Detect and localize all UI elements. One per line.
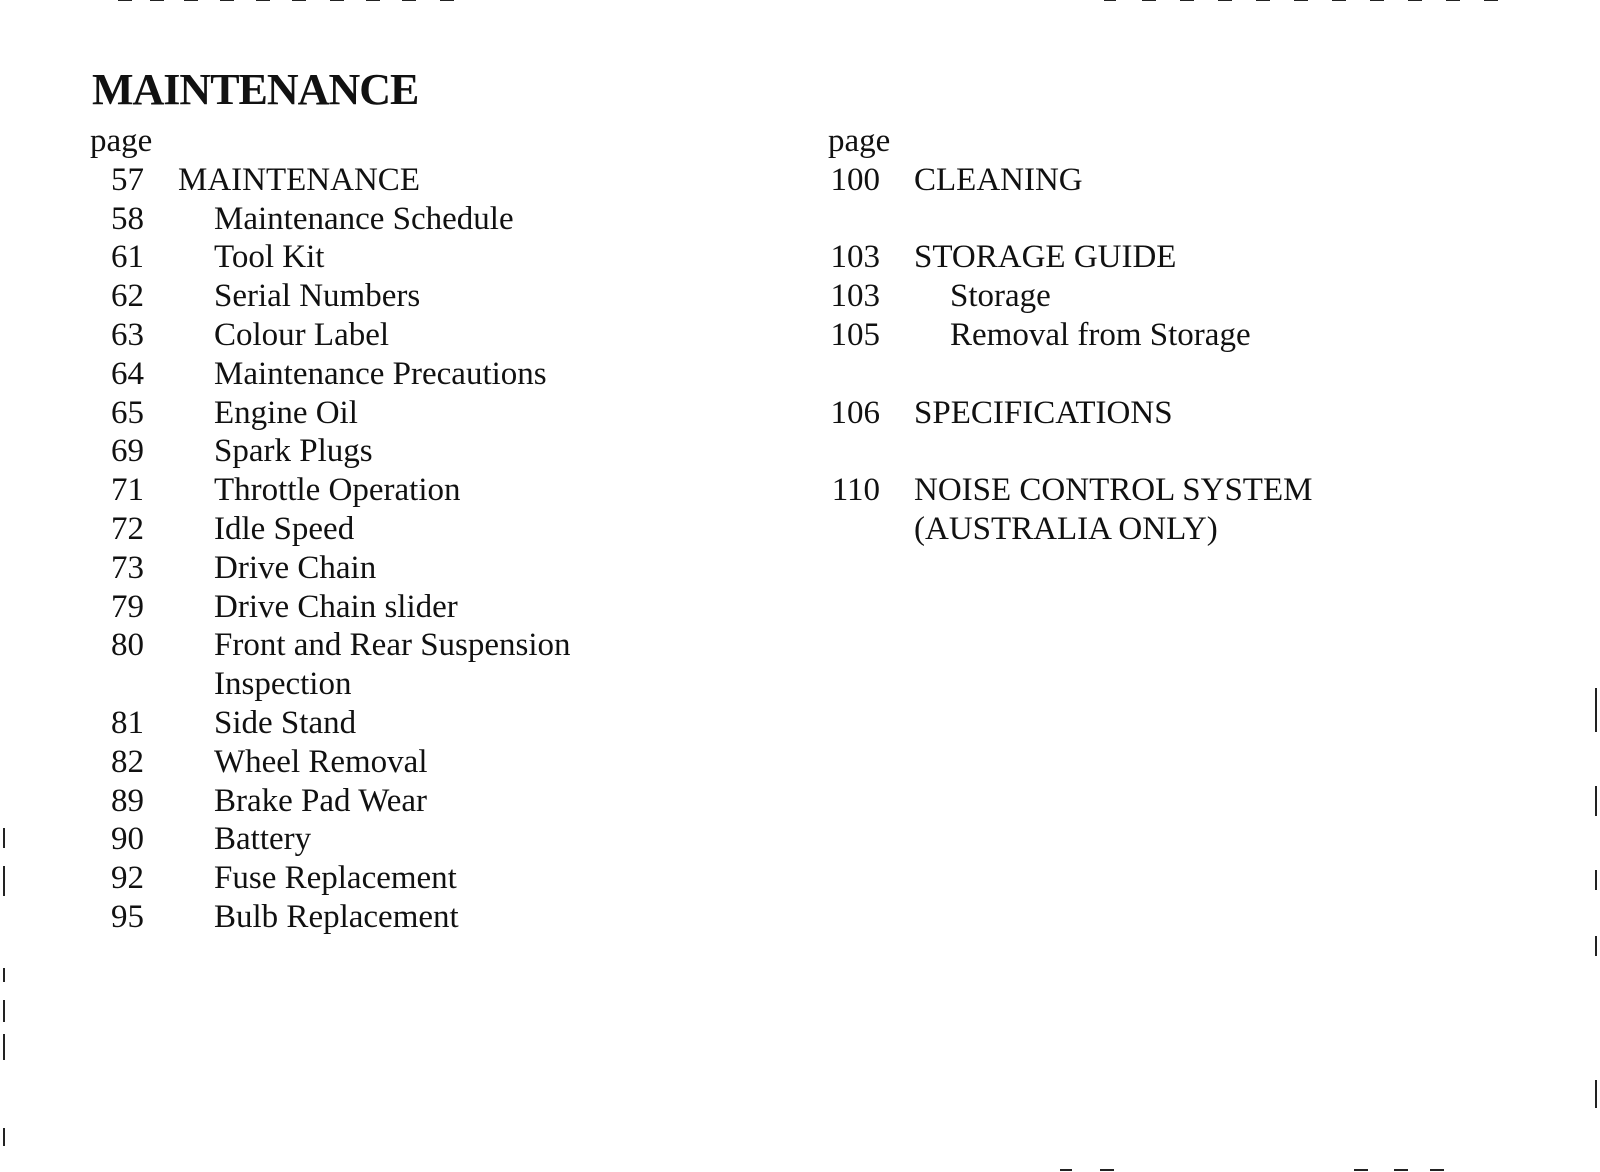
toc-left-column xyxy=(90,122,710,937)
toc-entry xyxy=(90,238,710,277)
toc-page-number: 62 xyxy=(111,278,144,315)
toc-entry-title: Brake Pad Wear xyxy=(214,782,427,819)
toc-page-number: 57 xyxy=(111,161,144,198)
toc-entry xyxy=(828,161,1508,200)
toc-entry-title: Fuse Replacement xyxy=(214,860,457,897)
toc-page-number: 79 xyxy=(111,588,144,625)
toc-entry-title: Front and Rear Suspension Inspection xyxy=(214,627,571,703)
toc-page-number: 64 xyxy=(111,355,144,392)
toc-page-number: 90 xyxy=(111,821,144,858)
toc-entry-title: Side Stand xyxy=(214,704,357,741)
toc-entry xyxy=(828,238,1508,277)
toc-page-number: 103 xyxy=(830,239,880,276)
toc-entry-title: Drive Chain slider xyxy=(214,588,458,625)
toc-entry xyxy=(90,355,710,394)
toc-entry xyxy=(90,277,710,316)
toc-list xyxy=(90,161,710,937)
toc-entry-title: Colour Label xyxy=(214,316,390,353)
toc-page-number: 103 xyxy=(830,278,880,315)
toc-entry xyxy=(90,549,710,588)
toc-entry xyxy=(90,200,710,239)
toc-page-number: 95 xyxy=(111,898,144,935)
toc-entry-title: Idle Speed xyxy=(214,510,355,547)
toc-entry-title: STORAGE GUIDE xyxy=(914,239,1177,276)
toc-page-number: 58 xyxy=(111,200,144,237)
toc-page-number: 73 xyxy=(111,549,144,586)
toc-entry-title: Battery xyxy=(214,821,312,858)
toc-entry-title: Maintenance Precautions xyxy=(214,355,547,392)
toc-page-number: 71 xyxy=(111,472,144,509)
toc-page-number: 105 xyxy=(830,316,880,353)
toc-entry xyxy=(828,277,1508,316)
section-spacer xyxy=(828,355,1508,394)
toc-entry-title: MAINTENANCE xyxy=(178,161,420,198)
toc-entry-title: Serial Numbers xyxy=(214,278,421,315)
toc-entry-title: Removal from Storage xyxy=(950,316,1251,353)
toc-page-number: 61 xyxy=(111,239,144,276)
toc-entry-title: Engine Oil xyxy=(214,394,358,431)
toc-entry xyxy=(828,471,1508,549)
toc-right-column xyxy=(828,122,1508,549)
toc-page-number: 72 xyxy=(111,510,144,547)
toc-page-number: 106 xyxy=(830,394,880,431)
toc-page-number: 81 xyxy=(111,704,144,741)
toc-entry xyxy=(90,432,710,471)
toc-entry-title: Throttle Operation xyxy=(214,472,461,509)
page-title: MAINTENANCE xyxy=(92,65,419,114)
toc-entry xyxy=(90,820,710,859)
section-spacer xyxy=(828,200,1508,239)
page-column-label: page xyxy=(828,123,891,159)
toc-entry-title: Tool Kit xyxy=(214,239,325,276)
toc-entry xyxy=(90,510,710,549)
toc-entry xyxy=(90,704,710,743)
toc-entry xyxy=(90,626,710,704)
toc-list xyxy=(828,161,1508,549)
toc-page-number: 65 xyxy=(111,394,144,431)
toc-entry xyxy=(90,782,710,821)
toc-page-number: 80 xyxy=(111,627,144,664)
toc-page-number: 63 xyxy=(111,316,144,353)
toc-entry-title: Spark Plugs xyxy=(214,433,373,470)
toc-entry xyxy=(90,161,710,200)
toc-entry xyxy=(90,471,710,510)
toc-entry xyxy=(90,394,710,433)
toc-page-number: 100 xyxy=(830,161,880,198)
toc-entry xyxy=(90,898,710,937)
toc-entry-title: Drive Chain xyxy=(214,549,377,586)
toc-page-number: 92 xyxy=(111,860,144,897)
toc-entry-title: Bulb Replacement xyxy=(214,898,459,935)
toc-entry xyxy=(90,316,710,355)
toc-entry-title: SPECIFICATIONS xyxy=(914,394,1173,431)
toc-entry xyxy=(828,394,1508,433)
section-spacer xyxy=(828,432,1508,471)
toc-entry xyxy=(90,859,710,898)
page-column-label: page xyxy=(90,123,153,159)
toc-entry xyxy=(828,316,1508,355)
toc-entry-title: CLEANING xyxy=(914,161,1083,198)
toc-entry-title: Maintenance Schedule xyxy=(214,200,514,237)
toc-page-number: 89 xyxy=(111,782,144,819)
toc-entry-title: Storage xyxy=(950,278,1051,315)
toc-page-number: 69 xyxy=(111,433,144,470)
toc-entry-title: Wheel Removal xyxy=(214,743,428,780)
toc-entry xyxy=(90,588,710,627)
toc-page-number: 110 xyxy=(831,472,880,509)
toc-entry xyxy=(90,743,710,782)
toc-entry-title: NOISE CONTROL SYSTEM (AUSTRALIA ONLY) xyxy=(914,472,1313,547)
toc-page-number: 82 xyxy=(111,743,144,780)
